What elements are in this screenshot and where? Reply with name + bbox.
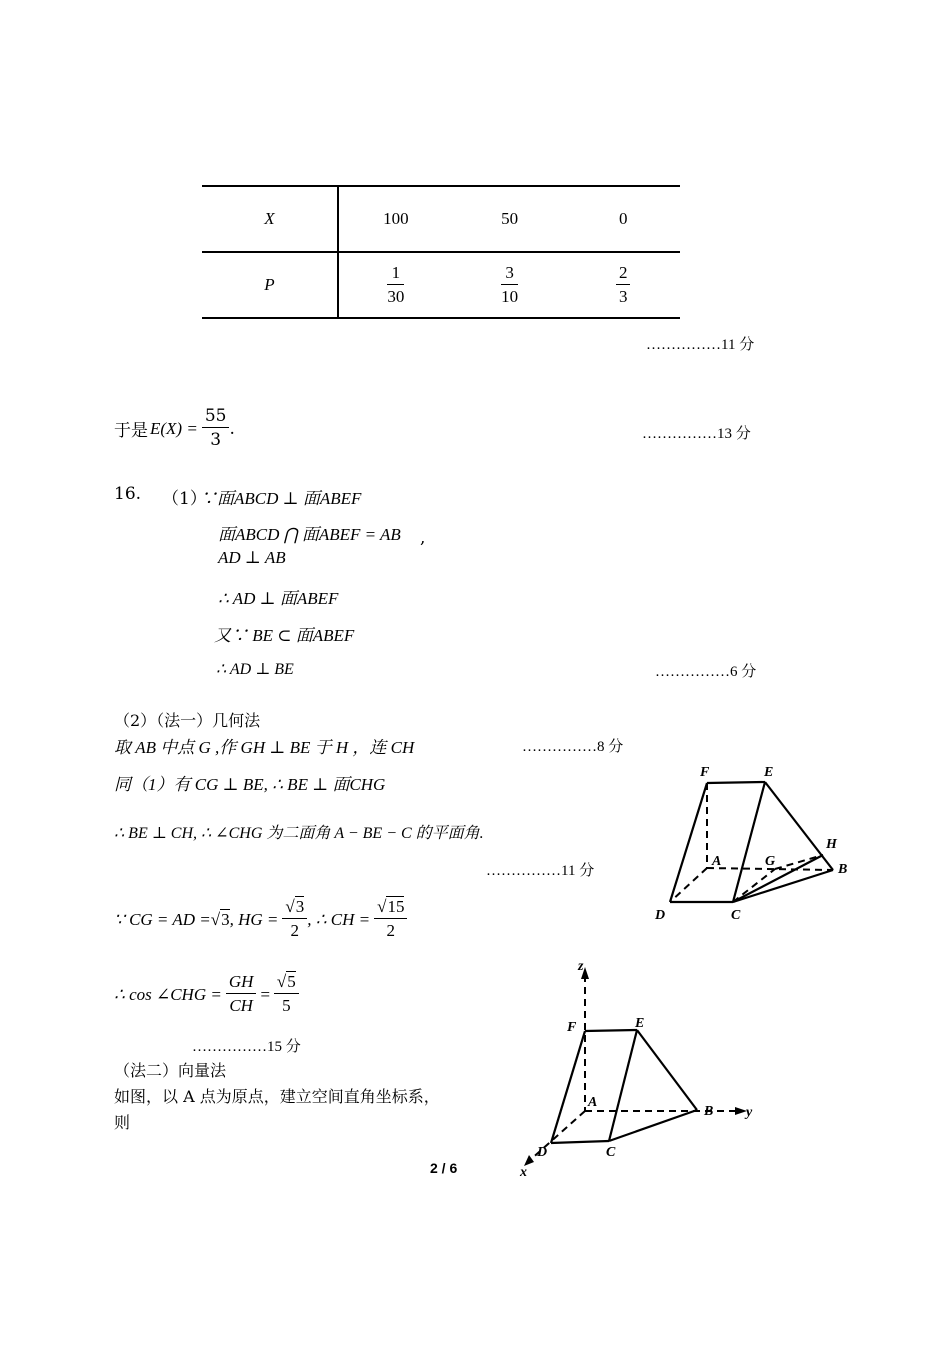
part2-heading: （2）（法一）几何法 [114, 711, 261, 730]
figure2-label-x: x [520, 1165, 527, 1180]
figure1-label-f: F [700, 765, 710, 780]
gh-ch-fraction: $\frac{GH}{CH}$ [226, 972, 257, 1017]
score-8: ……………8 分 [522, 739, 624, 755]
figure2-label-c: C [606, 1145, 616, 1160]
figure1-label-e: E [764, 765, 774, 780]
table-cell: $\frac{1}{30}$ [387, 262, 405, 306]
expectation-fraction: $\frac{55}{3}$ [202, 406, 230, 451]
method2-line-2: 则 [114, 1113, 131, 1132]
table-cell: 100 [383, 209, 409, 228]
method1-line-2: 同（1）有 CG ⊥ BE, ∴ BE ⊥ 面CHG [114, 775, 386, 794]
figure2-label-b: B [704, 1104, 714, 1119]
ch-equation: , ∴ CH = [307, 909, 371, 929]
table-cell: 0 [618, 209, 628, 228]
score-11b: ……………11 分 [486, 863, 595, 879]
score-13: ……………13 分 [642, 426, 751, 442]
figure2-label-z: z [578, 959, 584, 974]
score-6: ……………6 分 [655, 664, 757, 680]
figure1-label-a: A [712, 854, 722, 869]
distribution-table [202, 185, 680, 319]
equals-sign: = [259, 984, 271, 1004]
figure2-label-f: F [567, 1020, 577, 1035]
figure2-label-a: A [588, 1095, 598, 1110]
method1-line-3: ∴ BE ⊥ CH, ∴ ∠CHG 为二面角 A − BE − C 的平面角. [114, 825, 484, 842]
geometry-figure-1 [645, 755, 865, 930]
geometry-figure-2 [515, 955, 765, 1185]
hg-equation: , HG = [229, 909, 279, 929]
table-row [202, 186, 680, 252]
part1-label: （1） [162, 489, 207, 509]
figure1-label-c: C [731, 908, 741, 923]
proof-line-2-comma: , [420, 528, 426, 548]
figure2-label-y: y [746, 1105, 753, 1120]
question-number: 16. [114, 484, 142, 504]
figure1-label-g: G [765, 854, 776, 869]
figure2-label-e: E [635, 1016, 645, 1031]
proof-line-1: ∵面ABCD ⊥ 面ABEF [200, 489, 362, 508]
method2-line-1: 如图，以 A 点为原点，建立空间直角坐标系， [114, 1087, 440, 1106]
proof-line-2: 面ABCD ⋂ 面ABEF = AB [218, 525, 401, 544]
proof-line-5: 又∵ BE ⊂ 面ABEF [214, 626, 355, 645]
figure1-label-h: H [826, 837, 837, 852]
expectation-line [114, 406, 235, 451]
cg-equation: ∵ CG = AD = [114, 909, 211, 929]
figure1-label-b: B [838, 862, 848, 877]
proof-line-6: ∴ AD ⊥ BE [216, 661, 294, 678]
table-cell: 50 [501, 209, 519, 228]
method2-heading: （法二）向量法 [114, 1061, 227, 1080]
page-number: 2 / 6 [430, 1160, 458, 1176]
score-11: ……………11 分 [646, 337, 755, 353]
table-header-x: X [202, 186, 338, 252]
figure2-label-d: D [537, 1145, 548, 1160]
table-row [202, 252, 680, 318]
hg-fraction: $\frac{√3}{2}$ [282, 897, 307, 942]
expectation-suffix: . [229, 418, 235, 439]
ch-fraction: $\frac{√15}{2}$ [374, 897, 407, 942]
proof-line-3: AD ⊥ AB [218, 548, 286, 567]
score-15: ……………15 分 [192, 1039, 301, 1055]
table-cell: $\frac{2}{3}$ [566, 252, 680, 318]
table-header-p: P [202, 252, 338, 318]
sqrt5-fraction: $\frac{√5}{5}$ [274, 972, 299, 1017]
figure1-label-d: D [655, 908, 666, 923]
method1-line-1: 取 AB 中点 G ,作 GH ⊥ BE 于 H ，连 CH [114, 738, 415, 757]
expectation-prefix: 于是 [114, 421, 148, 441]
table-cell: $\frac{3}{10}$ [501, 262, 519, 306]
method1-line-5 [114, 972, 299, 1017]
cos-equation: ∴ cos ∠CHG = [114, 984, 222, 1004]
proof-line-4: ∴ AD ⊥ 面ABEF [218, 589, 339, 608]
method1-line-4: ∵ CG = AD = √ 3 , HG = $\frac{√3}{2}$ , ∴ CH = $\frac{√15}{2}$ [114, 897, 407, 942]
sqrt-3: 3 [221, 910, 230, 929]
expectation-lhs: E(X) = [150, 418, 198, 438]
